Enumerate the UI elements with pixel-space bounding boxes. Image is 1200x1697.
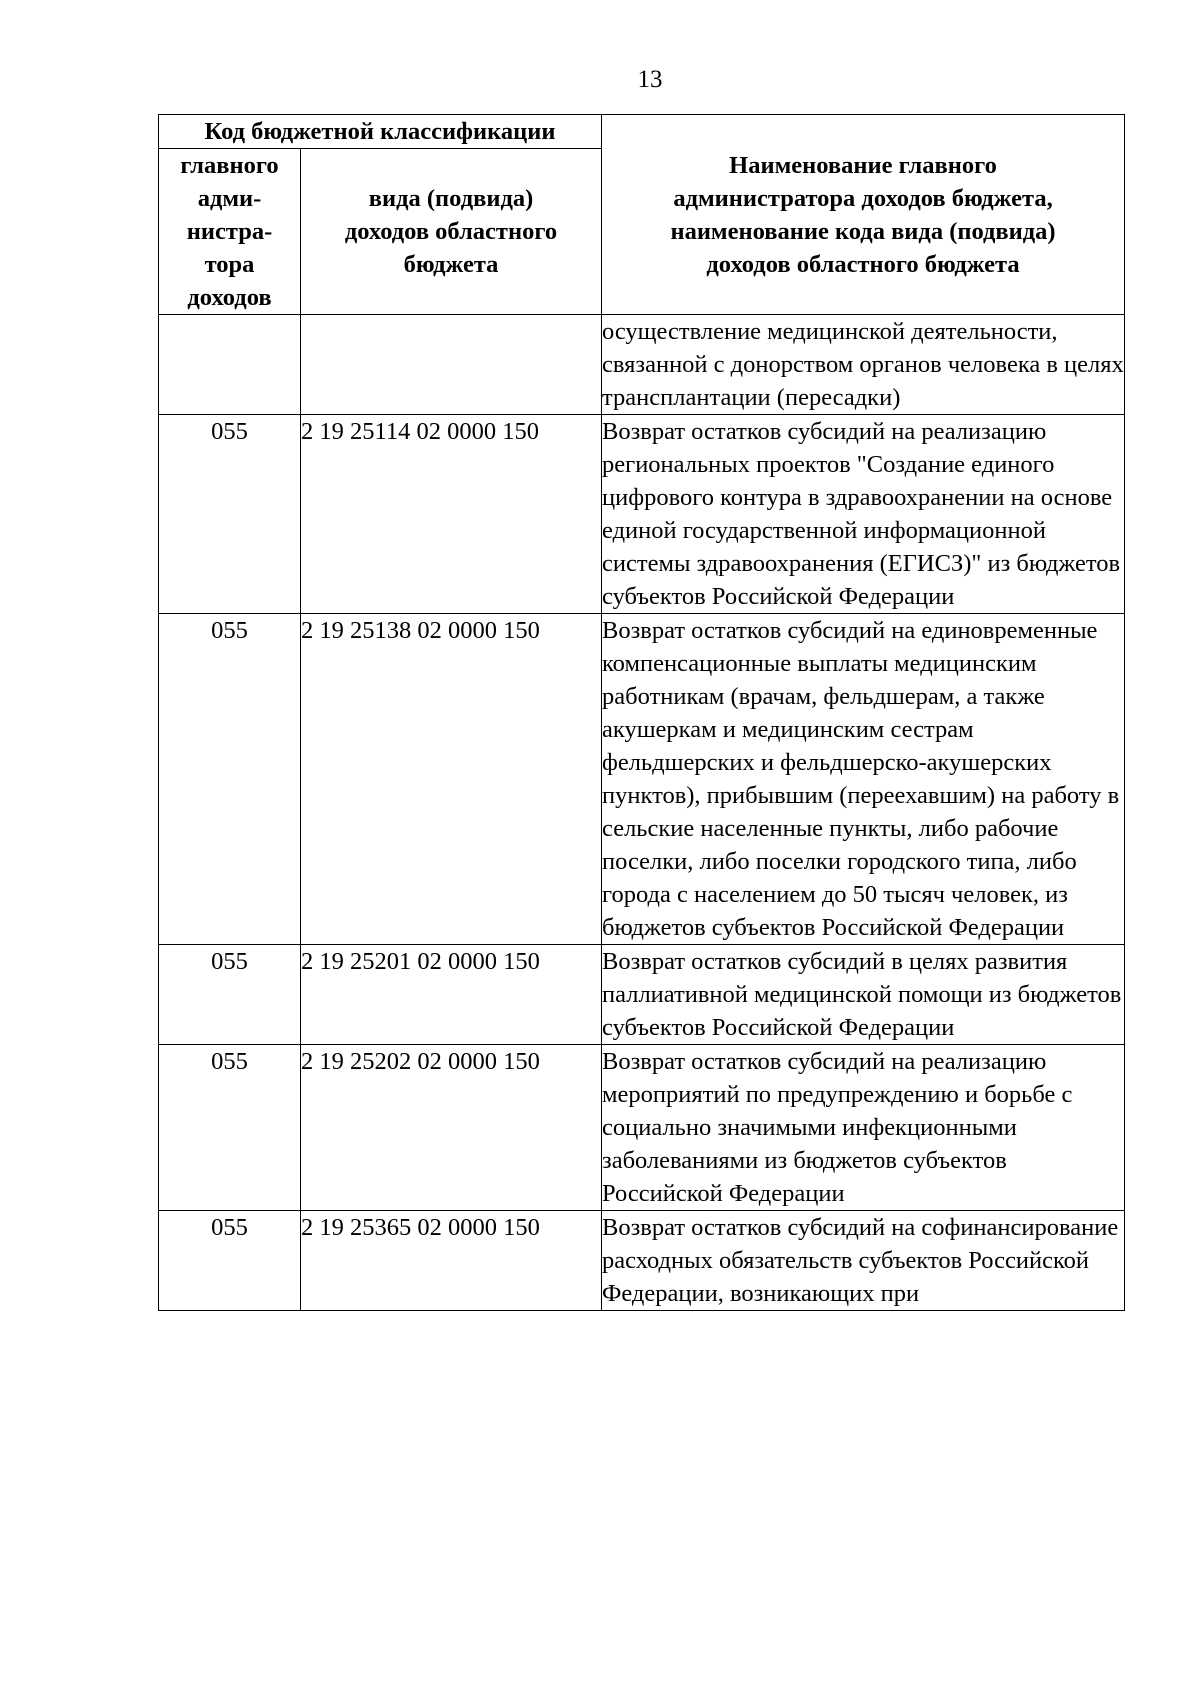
table-row	[159, 1211, 1125, 1311]
header-name-line: Наименование главного	[729, 151, 997, 179]
table-row	[159, 945, 1125, 1045]
admin-code-cell: 055	[159, 945, 301, 1045]
income-name-cell: Возврат остатков субсидий на единовременные компенсационные выплаты медицинским работникам (врачам, фельдшерам, а также акушеркам и медицинским сестрам фельдшерских и фельдшерско-акушерских пунктов), прибывшим (переехавшим) на работу в сельские населенные пункты, либо рабочие поселки, либо поселки городского типа, либо города с населением до 50 тысяч человек, из бюджетов субъектов Российской Федерации	[602, 614, 1125, 945]
admin-code-cell	[159, 315, 301, 415]
income-code-cell: 2 19 25365 02 0000 150	[301, 1211, 602, 1311]
income-code-cell: 2 19 25114 02 0000 150	[301, 415, 602, 614]
header-group-label: Код бюджетной классификации	[159, 115, 602, 149]
header-code-line: доходов областного	[344, 218, 558, 245]
table-row	[159, 415, 1125, 614]
header-admin-column	[159, 149, 301, 315]
page-number: 13	[637, 66, 663, 93]
income-name-cell: Возврат остатков субсидий на реализацию региональных проектов "Создание единого цифрового контура в здравоохранении на основе единой государственной информационной системы здравоохранения (ЕГИСЗ)" из бюджетов субъектов Российской Федерации	[602, 415, 1125, 614]
header-admin-line: адми-	[197, 185, 262, 212]
header-admin-line: нистра-	[186, 218, 273, 245]
header-code-line: вида (подвида)	[368, 185, 534, 212]
table-row	[159, 1045, 1125, 1211]
header-name-line: администратора доходов бюджета,	[673, 184, 1053, 212]
income-code-cell: 2 19 25202 02 0000 150	[301, 1045, 602, 1211]
header-admin-line: тора	[204, 251, 255, 278]
header-admin-line: главного	[180, 152, 279, 179]
admin-code-cell: 055	[159, 415, 301, 614]
income-name-cell: Возврат остатков субсидий на реализацию мероприятий по предупреждению и борьбе с социально значимыми инфекционными заболеваниями из бюджетов субъектов Российской Федерации	[602, 1045, 1125, 1211]
table-row	[159, 614, 1125, 945]
income-name-cell: Возврат остатков субсидий в целях развития паллиативной медицинской помощи из бюджетов субъектов Российской Федерации	[602, 945, 1125, 1045]
header-admin-line: доходов	[187, 284, 272, 311]
table-row	[159, 315, 1125, 415]
income-code-cell: 2 19 25201 02 0000 150	[301, 945, 602, 1045]
header-name-line: доходов областного бюджета	[706, 250, 1020, 278]
income-code-cell	[301, 315, 602, 415]
admin-code-cell: 055	[159, 1045, 301, 1211]
header-code-column	[301, 149, 602, 315]
header-name-column	[602, 115, 1125, 315]
admin-code-cell: 055	[159, 614, 301, 945]
income-name-cell: Возврат остатков субсидий на софинансирование расходных обязательств субъектов Российской Федерации, возникающих при	[602, 1211, 1125, 1311]
admin-code-cell: 055	[159, 1211, 301, 1311]
income-code-cell: 2 19 25138 02 0000 150	[301, 614, 602, 945]
header-name-line: наименование кода вида (подвида)	[670, 217, 1056, 245]
header-code-line: бюджета	[403, 251, 499, 278]
income-name-cell: осуществление медицинской деятельности, связанной с донорством органов человека в целях трансплантации (пересадки)	[602, 315, 1125, 415]
budget-classification-table	[158, 114, 1125, 1311]
